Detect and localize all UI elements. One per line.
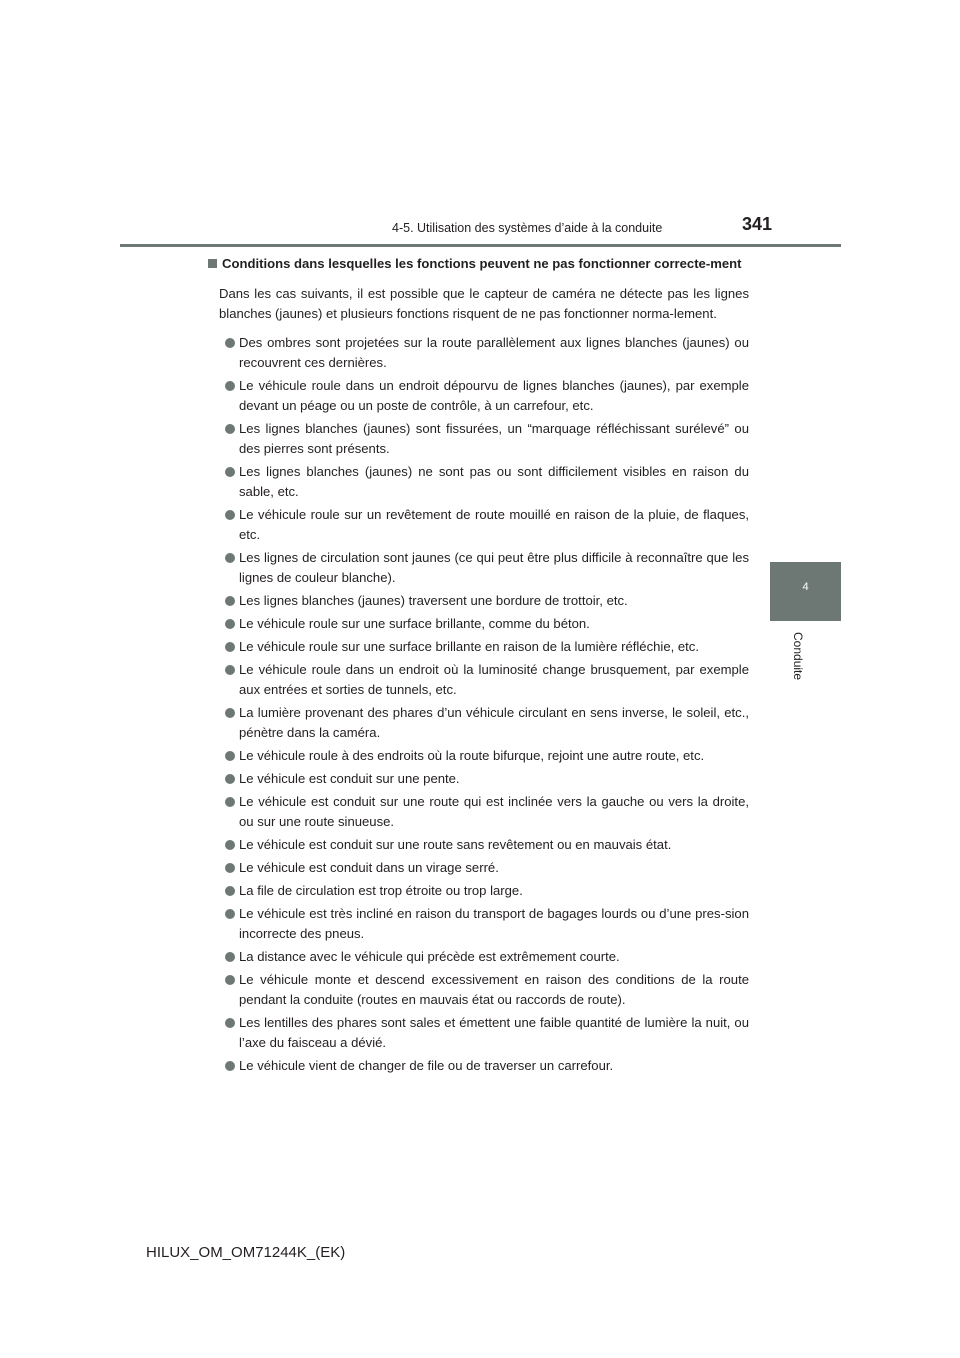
list-item [225,376,749,416]
header-section-title: 4-5. Utilisation des systèmes d’aide à la conduite [392,221,663,235]
section-title: Conditions dans lesquelles les fonctions peuvent ne pas fonctionner correcte-ment [222,256,742,271]
list-item [225,505,749,545]
list-item-text: Le véhicule roule sur un revêtement de route mouillé en raison de la pluie, de flaques, etc. [239,507,749,542]
round-bullet-icon [225,338,235,348]
round-bullet-icon [225,751,235,761]
list-item [225,591,749,611]
list-item-text: Les lignes blanches (jaunes) ne sont pas ou sont difficilement visibles en raison du sable, etc. [239,464,749,499]
list-item-text: La file de circulation est trop étroite ou trop large. [239,883,523,898]
list-item-text: Le véhicule roule à des endroits où la route bifurque, rejoint une autre route, etc. [239,748,705,763]
chapter-tab [770,562,841,621]
list-item-text: Les lignes blanches (jaunes) sont fissurées, un “marquage réfléchissant surélevé” ou des pierres sont présents. [239,421,749,456]
list-item-text: Le véhicule vient de changer de file ou de traverser un carrefour. [239,1058,614,1073]
round-bullet-icon [225,909,235,919]
list-item [225,333,749,373]
list-item-text: Le véhicule est conduit sur une route qui est inclinée vers la gauche ou vers la droite, ou sur une route sinueuse. [239,794,749,829]
round-bullet-icon [225,952,235,962]
list-item [225,548,749,588]
list-item [225,660,749,700]
header-divider [120,244,841,247]
list-item [225,1013,749,1053]
round-bullet-icon [225,619,235,629]
list-item [225,970,749,1010]
chapter-label: Conduite [791,632,805,681]
list-item-text: Des ombres sont projetées sur la route parallèlement aux lignes blanches (jaunes) ou recouvrent ces dernières. [239,335,749,370]
list-item [225,1056,749,1076]
round-bullet-icon [225,797,235,807]
list-item [225,835,749,855]
list-item [225,858,749,878]
conditions-list [208,333,749,1076]
round-bullet-icon [225,1018,235,1028]
list-item-text: La distance avec le véhicule qui précède est extrêmement courte. [239,949,620,964]
square-bullet-icon [208,259,217,268]
section-intro: Dans les cas suivants, il est possible que le capteur de caméra ne détecte pas les lignes blanches (jaunes) et plusieurs fonctions risquent de ne pas fonctionner norma-lement. [219,286,749,321]
list-item [225,947,749,967]
round-bullet-icon [225,467,235,477]
list-item-text: Le véhicule est conduit sur une pente. [239,771,460,786]
round-bullet-icon [225,886,235,896]
list-item-text: Les lentilles des phares sont sales et émettent une faible quantité de lumière la nuit, ou l’axe du faisceau a dévié. [239,1015,749,1050]
list-item [225,904,749,944]
round-bullet-icon [225,553,235,563]
list-item-text: Le véhicule roule sur une surface brillante, comme du béton. [239,616,590,631]
list-item [225,637,749,657]
round-bullet-icon [225,1061,235,1071]
list-item [225,881,749,901]
chapter-number: 4 [802,581,809,593]
list-item-text: Le véhicule roule dans un endroit où la luminosité change brusquement, par exemple aux entrées et sorties de tunnels, etc. [239,662,749,697]
list-item [225,419,749,459]
main-content [208,254,749,1079]
round-bullet-icon [225,642,235,652]
list-item-text: Le véhicule est conduit dans un virage serré. [239,860,499,875]
round-bullet-icon [225,665,235,675]
list-item [225,746,749,766]
list-item-text: La lumière provenant des phares d’un véhicule circulant en sens inverse, le soleil, etc., pénètre dans la caméra. [239,705,749,740]
round-bullet-icon [225,975,235,985]
list-item [225,462,749,502]
round-bullet-icon [225,424,235,434]
list-item-text: Les lignes de circulation sont jaunes (ce qui peut être plus difficile à reconnaître que les lignes de couleur blanche). [239,550,749,585]
round-bullet-icon [225,381,235,391]
list-item [225,614,749,634]
round-bullet-icon [225,774,235,784]
list-item-text: Le véhicule roule dans un endroit dépourvu de lignes blanches (jaunes), par exemple devant un péage ou un poste de contrôle, à un carrefour, etc. [239,378,749,413]
round-bullet-icon [225,840,235,850]
list-item-text: Les lignes blanches (jaunes) traversent une bordure de trottoir, etc. [239,593,628,608]
list-item [225,769,749,789]
document-code: HILUX_OM_OM71244K_(EK) [146,1244,346,1261]
list-item-text: Le véhicule roule sur une surface brillante en raison de la lumière réfléchie, etc. [239,639,699,654]
round-bullet-icon [225,863,235,873]
round-bullet-icon [225,708,235,718]
list-item [225,703,749,743]
list-item-text: Le véhicule est conduit sur une route sans revêtement ou en mauvais état. [239,837,672,852]
round-bullet-icon [225,596,235,606]
list-item-text: Le véhicule monte et descend excessivement en raison des conditions de la route pendant la conduite (routes en mauvais état ou raccords de route). [239,972,749,1007]
list-item-text: Le véhicule est très incliné en raison du transport de bagages lourds ou d’une pres-sion incorrecte des pneus. [239,906,749,941]
round-bullet-icon [225,510,235,520]
list-item [225,792,749,832]
page-number: 341 [742,214,773,234]
section-heading [208,254,749,274]
